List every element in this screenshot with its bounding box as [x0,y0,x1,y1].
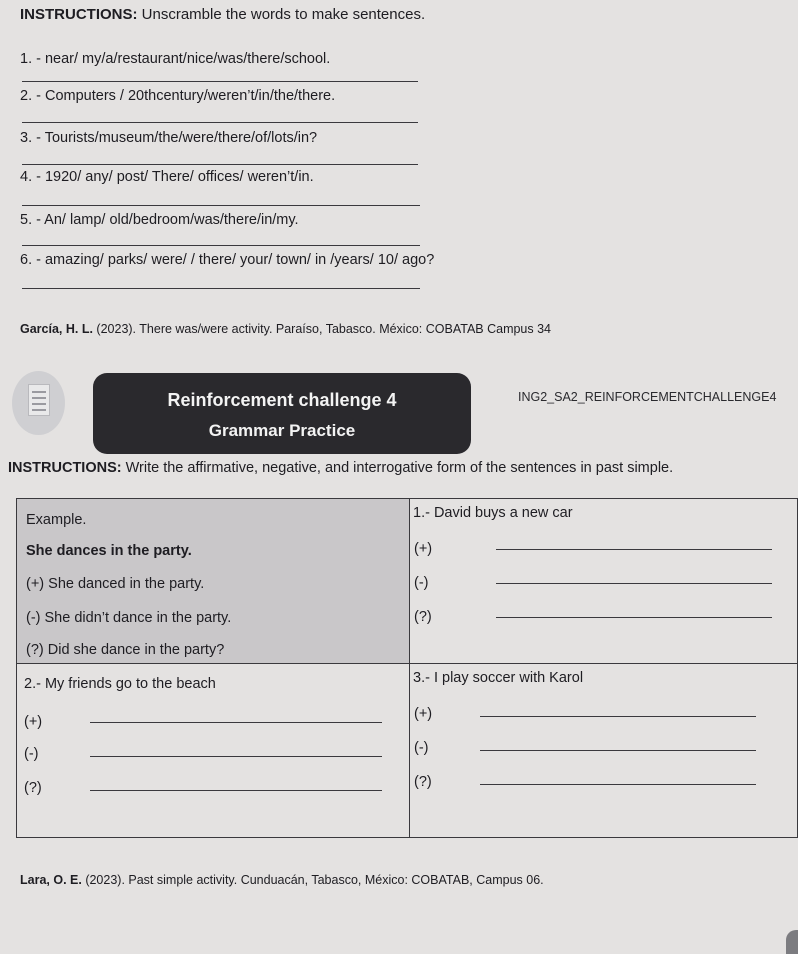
citation-details-2: (2023). Past simple activity. Cunduacán, Tabasco, México: COBATAB, Campus 06. [81,873,544,887]
answer-line-2[interactable] [22,122,418,123]
exercise-3-negative-line[interactable] [480,750,756,751]
exercise-1-heading: 1.- David buys a new car [413,505,573,521]
reinforcement-banner [93,373,471,454]
exercise-3-heading: 3.- I play soccer with Karol [413,670,584,686]
banner-title: Reinforcement challenge 4 [167,390,397,410]
unscramble-item-4: 4. - 1920/ any/ post/ There/ offices/ weren’t/in. [20,169,314,185]
instructions-label-2: INSTRUCTIONS: [8,460,122,476]
exercise-1-question-line[interactable] [496,617,772,618]
answer-line-4[interactable] [22,205,420,206]
exercise-3-plus-label: (+) [414,706,433,722]
exercise-1-question-label: (?) [414,609,432,625]
unscramble-item-6: 6. - amazing/ parks/ were/ / there/ your/ town/ in /years/ 10/ ago? [20,252,435,268]
citation-garcia [20,322,551,336]
citation-author: García, H. L. [20,322,93,336]
exercise-1-affirmative-line[interactable] [496,549,772,550]
citation-author-2: Lara, O. E. [20,873,82,887]
answer-line-5[interactable] [22,245,420,246]
citation-details: (2023). There was/were activity. Paraíso, Tabasco. México: COBATAB Campus 34 [92,322,552,336]
activity-code: ING2_SA2_REINFORCEMENTCHALLENGE4 [518,390,777,404]
example-question: (?) Did she dance in the party? [26,642,225,658]
document-icon [28,384,50,416]
instructions-text-2: Write the affirmative, negative, and interrogative form of the sentences in past simple. [121,460,674,476]
unscramble-item-1: 1. - near/ my/a/restaurant/nice/was/there/school. [20,51,331,67]
instructions-label: INSTRUCTIONS: [20,6,138,23]
instructions-text: Unscramble the words to make sentences. [137,6,426,23]
unscramble-item-5: 5. - An/ lamp/ old/bedroom/was/there/in/my. [20,212,299,228]
example-heading: Example. [26,512,87,528]
unscramble-item-2: 2. - Computers / 20thcentury/weren’t/in/the/there. [20,88,336,104]
answer-line-6[interactable] [22,288,420,289]
exercise-2-question-line[interactable] [90,790,382,791]
exercise-2-question-label: (?) [24,780,42,796]
exercise-3-question-label: (?) [414,774,432,790]
example-affirmative: (+) She danced in the party. [26,576,205,592]
page-corner-shadow [786,930,798,954]
exercise-3-question-line[interactable] [480,784,756,785]
exercise-2-plus-label: (+) [24,714,43,730]
banner-subtitle: Grammar Practice [208,421,356,440]
example-sentence: She dances in the party. [26,543,192,559]
exercise-2-minus-label: (-) [24,746,39,762]
instructions-unscramble [20,6,425,24]
instructions-past-simple [8,459,673,477]
exercise-1-cell [409,498,798,664]
exercise-2-negative-line[interactable] [90,756,382,757]
exercise-2-affirmative-line[interactable] [90,722,382,723]
citation-lara [20,873,544,887]
exercise-2-heading: 2.- My friends go to the beach [24,676,216,692]
example-negative: (-) She didn’t dance in the party. [26,610,232,626]
exercise-1-minus-label: (-) [414,575,429,591]
exercise-3-affirmative-line[interactable] [480,716,756,717]
answer-line-3[interactable] [22,164,418,165]
exercise-1-plus-label: (+) [414,541,433,557]
answer-line-1[interactable] [22,81,418,82]
exercise-1-negative-line[interactable] [496,583,772,584]
exercise-3-minus-label: (-) [414,740,429,756]
exercise-table [16,498,798,838]
unscramble-item-3: 3. - Tourists/museum/the/were/there/of/lots/in? [20,130,318,146]
